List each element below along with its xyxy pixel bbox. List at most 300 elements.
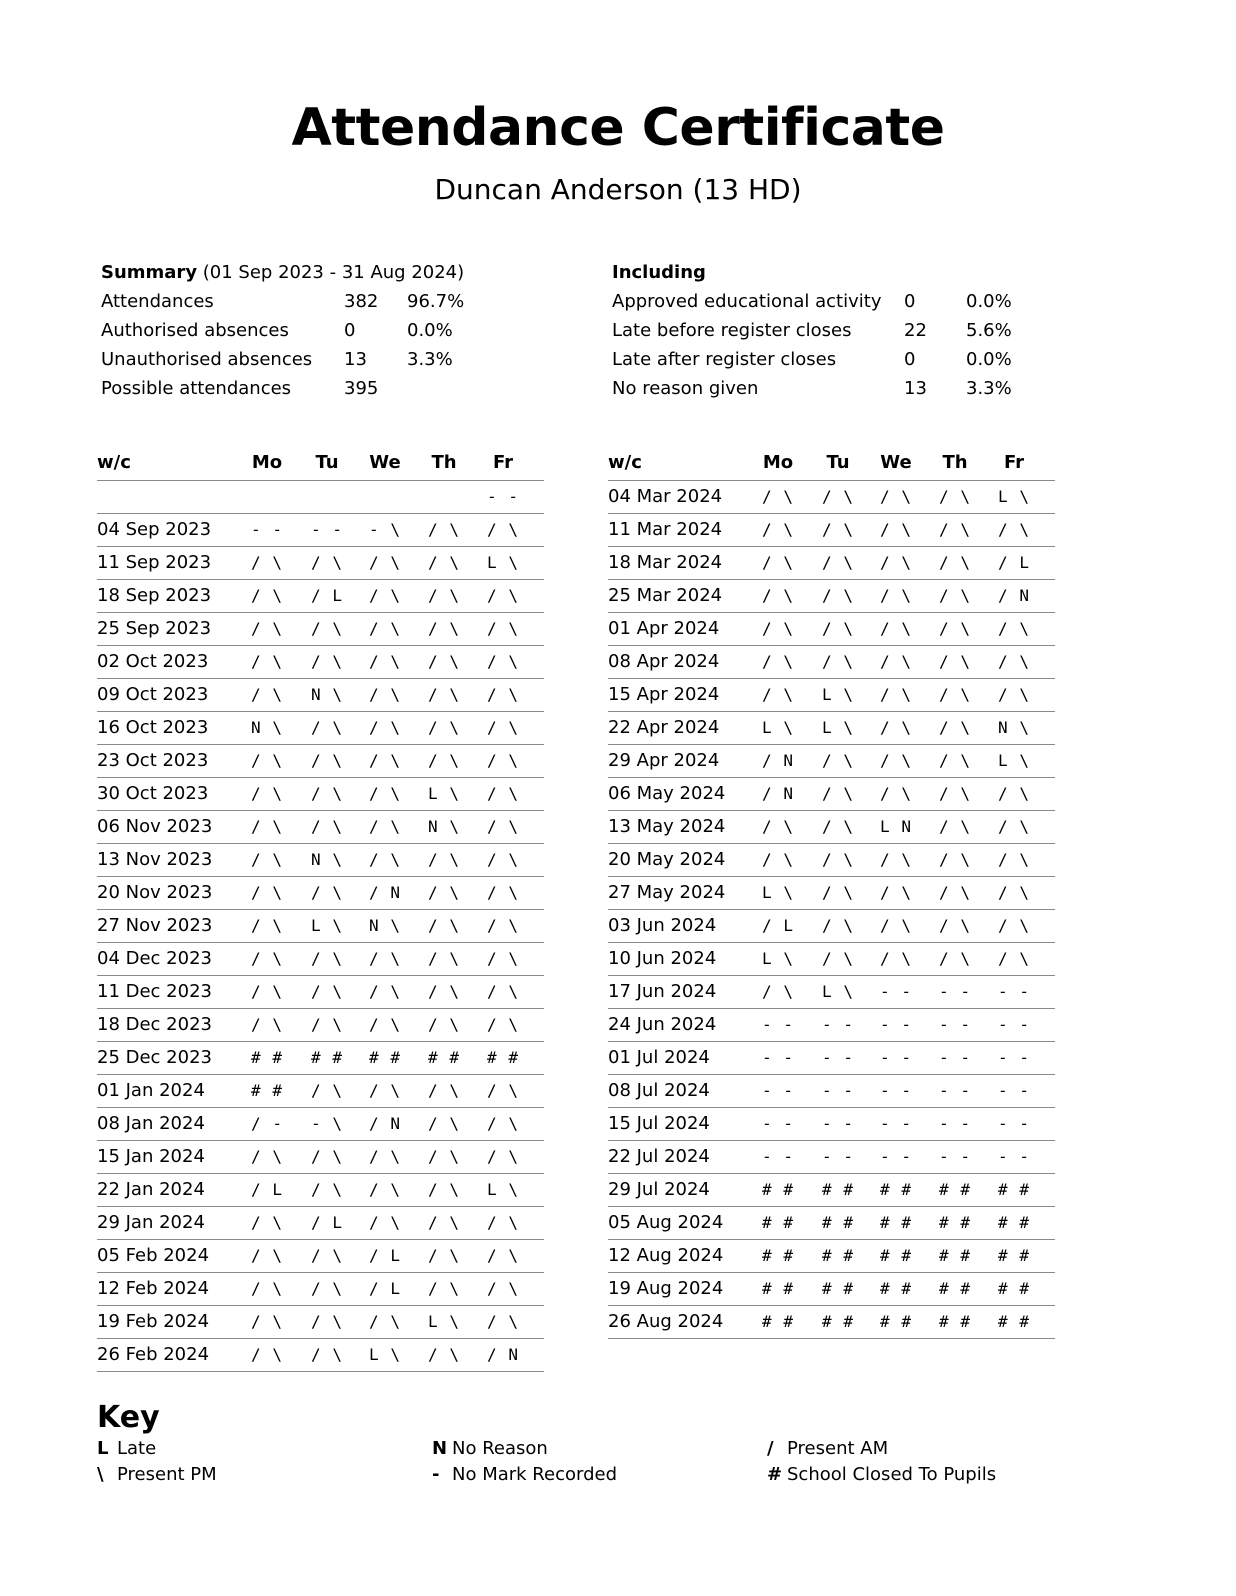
attendance-mark: / \ [998,850,1030,869]
key-symbol: L [97,1438,109,1459]
attendance-mark: L \ [369,1345,401,1364]
attendance-mark: / \ [251,619,283,638]
week-commencing-date: 12 Aug 2024 [608,1245,724,1266]
summary-count: 395 [344,378,379,399]
attendance-mark: # # [762,1279,794,1298]
attendance-mark: / \ [369,586,401,605]
attendance-mark: / \ [939,883,971,902]
attendance-mark: / \ [251,1246,283,1265]
attendance-mark: / \ [487,1081,519,1100]
attendance-mark: / \ [369,1312,401,1331]
attendance-mark: / \ [939,553,971,572]
attendance-mark: / \ [998,520,1030,539]
attendance-mark: - - [762,1114,794,1133]
week-commencing-date: 29 Jan 2024 [97,1212,205,1233]
attendance-mark: / \ [251,685,283,704]
attendance-mark: / \ [822,520,854,539]
week-row [97,910,544,943]
attendance-mark: / \ [487,619,519,638]
column-header: Mo [251,452,283,473]
attendance-mark: / L [251,1180,283,1199]
attendance-mark: / \ [311,718,343,737]
week-row [608,547,1055,580]
week-row [97,877,544,910]
attendance-mark: / \ [880,751,912,770]
week-commencing-date: 15 Apr 2024 [608,684,720,705]
including-row [612,345,1032,374]
including-percent: 0.0% [966,349,1012,370]
attendance-mark: L \ [487,553,519,572]
column-header: Mo [762,452,794,473]
attendance-mark: / \ [311,652,343,671]
attendance-grid-left [97,446,544,1372]
page-title: Attendance Certificate [291,98,945,158]
week-row [608,580,1055,613]
attendance-mark: L \ [822,982,854,1001]
column-header: w/c [97,452,131,473]
attendance-mark: / \ [369,1213,401,1232]
attendance-mark: / \ [880,619,912,638]
attendance-mark: # # [939,1180,971,1199]
attendance-mark: / \ [762,520,794,539]
week-commencing-date: 30 Oct 2023 [97,783,209,804]
week-commencing-date: 18 Dec 2023 [97,1014,212,1035]
week-commencing-date: 13 May 2024 [608,816,726,837]
week-row [97,679,544,712]
attendance-mark: / \ [762,685,794,704]
attendance-mark: / \ [428,586,460,605]
attendance-mark: # # [311,1048,343,1067]
attendance-mark: / \ [311,1312,343,1331]
week-row [97,712,544,745]
attendance-mark: / \ [487,751,519,770]
including-count: 0 [904,291,916,312]
attendance-mark: / N [762,784,794,803]
attendance-mark: - - [822,1048,854,1067]
attendance-mark: / \ [939,619,971,638]
attendance-mark: / \ [428,949,460,968]
attendance-mark: # # [762,1246,794,1265]
attendance-mark: / \ [939,652,971,671]
week-commencing-date: 15 Jul 2024 [608,1113,710,1134]
week-commencing-date: 22 Jul 2024 [608,1146,710,1167]
week-row [608,1108,1055,1141]
attendance-mark: / \ [762,982,794,1001]
attendance-mark: / \ [998,784,1030,803]
attendance-mark: / \ [487,1114,519,1133]
week-commencing-date: 13 Nov 2023 [97,849,213,870]
attendance-mark: / \ [880,718,912,737]
week-commencing-date: 26 Feb 2024 [97,1344,210,1365]
key-symbol: - [432,1464,440,1485]
attendance-mark: / \ [487,520,519,539]
week-commencing-date: 19 Aug 2024 [608,1278,724,1299]
attendance-mark: / \ [880,850,912,869]
attendance-mark: N \ [311,850,343,869]
attendance-mark: / \ [428,1180,460,1199]
attendance-mark: / \ [428,1279,460,1298]
summary-section [101,258,521,403]
key-item-no-reason [432,1438,548,1459]
week-commencing-date: 19 Feb 2024 [97,1311,210,1332]
week-commencing-date: 10 Jun 2024 [608,948,717,969]
week-commencing-date: 20 May 2024 [608,849,726,870]
attendance-mark: - - [762,1015,794,1034]
week-commencing-date: 06 Nov 2023 [97,816,213,837]
attendance-mark: / \ [487,883,519,902]
attendance-mark: # # [998,1312,1030,1331]
week-commencing-date: 22 Jan 2024 [97,1179,205,1200]
summary-heading [101,258,521,287]
key-label: Present AM [787,1438,889,1459]
attendance-mark: / \ [251,982,283,1001]
including-heading [612,258,1032,287]
attendance-mark: / \ [880,685,912,704]
attendance-mark: / \ [311,1246,343,1265]
attendance-mark: / \ [311,751,343,770]
key-symbol: / [767,1438,774,1459]
week-row [97,481,544,514]
week-commencing-date: 01 Jul 2024 [608,1047,710,1068]
attendance-mark: # # [822,1213,854,1232]
week-row [97,1042,544,1075]
summary-count: 382 [344,291,379,312]
week-row [608,679,1055,712]
week-row [608,1306,1055,1339]
attendance-mark: / \ [822,949,854,968]
attendance-mark: / \ [487,817,519,836]
attendance-mark: / \ [311,1081,343,1100]
attendance-mark: N \ [998,718,1030,737]
attendance-mark: / \ [251,1015,283,1034]
attendance-mark: N \ [251,718,283,737]
including-section [612,258,1032,403]
attendance-mark: / \ [822,553,854,572]
attendance-mark: - - [822,1147,854,1166]
attendance-mark: / \ [939,817,971,836]
attendance-mark: # # [880,1180,912,1199]
week-row [97,1108,544,1141]
including-count: 22 [904,320,927,341]
attendance-mark: / \ [822,586,854,605]
attendance-mark: / \ [939,685,971,704]
attendance-mark: / \ [822,784,854,803]
including-count: 0 [904,349,916,370]
attendance-mark: / \ [939,487,971,506]
week-commencing-date: 01 Apr 2024 [608,618,720,639]
attendance-mark: - - [998,982,1030,1001]
attendance-mark: L \ [998,487,1030,506]
attendance-mark: # # [762,1180,794,1199]
attendance-mark: / \ [487,784,519,803]
attendance-mark: / \ [487,685,519,704]
attendance-mark: / \ [939,916,971,935]
attendance-mark: L \ [762,883,794,902]
attendance-mark: - - [762,1147,794,1166]
attendance-mark: # # [822,1312,854,1331]
attendance-mark: # # [251,1081,283,1100]
attendance-mark: # # [822,1246,854,1265]
attendance-mark: / \ [251,1345,283,1364]
attendance-mark: - - [880,1114,912,1133]
attendance-mark: L N [880,817,912,836]
including-label: Approved educational activity [612,291,882,312]
attendance-mark: # # [762,1312,794,1331]
week-row [97,1306,544,1339]
week-commencing-date: 25 Dec 2023 [97,1047,212,1068]
attendance-mark: - - [251,520,283,539]
summary-row [101,287,521,316]
attendance-mark: / \ [880,553,912,572]
attendance-mark: / N [998,586,1030,605]
summary-row [101,374,521,403]
week-row [97,1339,544,1372]
attendance-mark: / \ [487,1147,519,1166]
summary-percent: 96.7% [407,291,465,312]
attendance-mark: / \ [939,949,971,968]
attendance-mark: # # [939,1213,971,1232]
week-row [608,877,1055,910]
week-row [608,811,1055,844]
attendance-mark: / \ [428,619,460,638]
attendance-mark: - - [762,1081,794,1100]
attendance-mark: / \ [822,619,854,638]
week-commencing-date: 16 Oct 2023 [97,717,209,738]
attendance-mark: / \ [251,817,283,836]
key-label: Late [117,1438,157,1459]
week-commencing-date: 26 Aug 2024 [608,1311,724,1332]
attendance-mark: - - [822,1114,854,1133]
attendance-mark: / L [762,916,794,935]
week-row [97,580,544,613]
week-row [608,613,1055,646]
attendance-mark: / \ [487,1279,519,1298]
week-row [97,976,544,1009]
including-row [612,374,1032,403]
column-header: We [369,452,401,473]
week-row [608,481,1055,514]
attendance-mark: L \ [428,1312,460,1331]
attendance-mark: # # [762,1213,794,1232]
attendance-mark: / \ [762,619,794,638]
including-row [612,316,1032,345]
attendance-mark: # # [939,1246,971,1265]
week-commencing-date: 29 Apr 2024 [608,750,720,771]
attendance-mark: / \ [487,850,519,869]
attendance-mark: / \ [762,817,794,836]
week-row [97,844,544,877]
attendance-mark: / \ [311,1279,343,1298]
attendance-mark: / \ [939,850,971,869]
attendance-mark: / \ [998,619,1030,638]
attendance-mark: - - [487,487,519,506]
attendance-mark: - - [998,1114,1030,1133]
attendance-mark: - \ [311,1114,343,1133]
week-row [608,1273,1055,1306]
attendance-mark: / \ [428,520,460,539]
attendance-mark: # # [880,1213,912,1232]
week-commencing-date: 25 Mar 2024 [608,585,723,606]
attendance-mark: / \ [251,751,283,770]
attendance-mark: L \ [762,718,794,737]
including-percent: 5.6% [966,320,1012,341]
attendance-mark: / \ [369,982,401,1001]
summary-label: Authorised absences [101,320,289,341]
attendance-mark: / \ [762,652,794,671]
summary-percent: 0.0% [407,320,453,341]
attendance-mark: / \ [428,1246,460,1265]
attendance-mark: / N [762,751,794,770]
week-commencing-date: 11 Mar 2024 [608,519,723,540]
key-item-present-am [767,1438,888,1459]
attendance-mark: # # [998,1180,1030,1199]
week-row [97,1141,544,1174]
attendance-mark: / \ [822,652,854,671]
summary-row [101,316,521,345]
attendance-mark: / \ [880,883,912,902]
attendance-mark: / \ [251,1147,283,1166]
summary-count: 0 [344,320,356,341]
week-commencing-date: 23 Oct 2023 [97,750,209,771]
week-row [608,1240,1055,1273]
attendance-mark: - - [880,1048,912,1067]
week-commencing-date: 20 Nov 2023 [97,882,213,903]
attendance-mark: / \ [311,1015,343,1034]
attendance-mark: / \ [369,619,401,638]
attendance-mark: L \ [487,1180,519,1199]
attendance-mark: - - [939,1114,971,1133]
attendance-mark: / \ [880,949,912,968]
week-commencing-date: 11 Sep 2023 [97,552,212,573]
attendance-mark: - \ [369,520,401,539]
attendance-mark: # # [998,1279,1030,1298]
attendance-mark: L \ [428,784,460,803]
key-label: Present PM [117,1464,217,1485]
key-symbol: \ [97,1464,104,1485]
attendance-mark: / \ [880,652,912,671]
attendance-mark: / \ [251,949,283,968]
attendance-mark: / \ [369,1081,401,1100]
week-row [608,844,1055,877]
summary-count: 13 [344,349,367,370]
attendance-mark: / \ [428,850,460,869]
attendance-mark: # # [822,1279,854,1298]
including-title: Including [612,262,706,283]
week-row [608,910,1055,943]
week-commencing-date: 03 Jun 2024 [608,915,717,936]
attendance-mark: / \ [251,652,283,671]
attendance-mark: - - [880,982,912,1001]
attendance-mark: / \ [369,718,401,737]
attendance-mark: / \ [311,883,343,902]
attendance-mark: - - [762,1048,794,1067]
attendance-mark: N \ [428,817,460,836]
column-header: Th [431,452,457,473]
attendance-mark: / \ [311,817,343,836]
attendance-mark: / L [311,586,343,605]
key-label: No Reason [452,1438,548,1459]
grid-header-row [608,446,1055,481]
attendance-mark: / \ [369,817,401,836]
attendance-mark: / \ [369,1180,401,1199]
attendance-mark: / \ [762,553,794,572]
attendance-mark: # # [487,1048,519,1067]
attendance-mark: / \ [998,916,1030,935]
attendance-mark: / \ [487,982,519,1001]
key-label: School Closed To Pupils [787,1464,997,1485]
attendance-mark: / L [369,1246,401,1265]
key-label: No Mark Recorded [452,1464,617,1485]
attendance-mark: / \ [369,751,401,770]
attendance-mark: - - [939,1081,971,1100]
attendance-mark: / \ [311,1180,343,1199]
column-header: We [880,452,912,473]
week-commencing-date: 04 Dec 2023 [97,948,212,969]
week-row [97,547,544,580]
week-row [608,1141,1055,1174]
attendance-mark: / \ [428,685,460,704]
attendance-mark: # # [251,1048,283,1067]
attendance-mark: / \ [762,586,794,605]
key-item-late [97,1438,156,1459]
summary-percent: 3.3% [407,349,453,370]
attendance-mark: / \ [369,553,401,572]
week-row [608,976,1055,1009]
attendance-mark: / \ [487,1213,519,1232]
attendance-mark: / \ [998,817,1030,836]
week-commencing-date: 17 Jun 2024 [608,981,717,1002]
including-label: Late before register closes [612,320,852,341]
attendance-mark: # # [880,1279,912,1298]
attendance-mark: # # [822,1180,854,1199]
attendance-mark: / \ [428,883,460,902]
attendance-mark: - - [939,1015,971,1034]
week-row [608,514,1055,547]
key-symbol: N [432,1438,448,1459]
attendance-mark: / \ [487,718,519,737]
including-count: 13 [904,378,927,399]
attendance-mark: / \ [880,916,912,935]
week-row [97,1174,544,1207]
attendance-mark: - - [880,1147,912,1166]
week-commencing-date: 22 Apr 2024 [608,717,720,738]
attendance-mark: / \ [251,883,283,902]
week-row [608,745,1055,778]
attendance-mark: / \ [428,1213,460,1232]
attendance-mark: / - [251,1114,283,1133]
column-header: w/c [608,452,642,473]
week-commencing-date: 05 Feb 2024 [97,1245,210,1266]
attendance-mark: / N [369,1114,401,1133]
week-commencing-date: 09 Oct 2023 [97,684,209,705]
key-item-school-closed [767,1464,996,1485]
attendance-mark: / N [369,883,401,902]
attendance-mark: / \ [880,487,912,506]
including-row [612,287,1032,316]
attendance-mark: / \ [251,553,283,572]
attendance-mark: # # [939,1312,971,1331]
week-commencing-date: 06 May 2024 [608,783,726,804]
attendance-mark: / L [369,1279,401,1298]
week-commencing-date: 15 Jan 2024 [97,1146,205,1167]
attendance-mark: / \ [880,586,912,605]
attendance-mark: / \ [822,817,854,836]
attendance-mark: / \ [369,685,401,704]
attendance-mark: - - [311,520,343,539]
attendance-mark: - - [939,982,971,1001]
attendance-mark: L \ [822,685,854,704]
attendance-mark: / \ [251,916,283,935]
